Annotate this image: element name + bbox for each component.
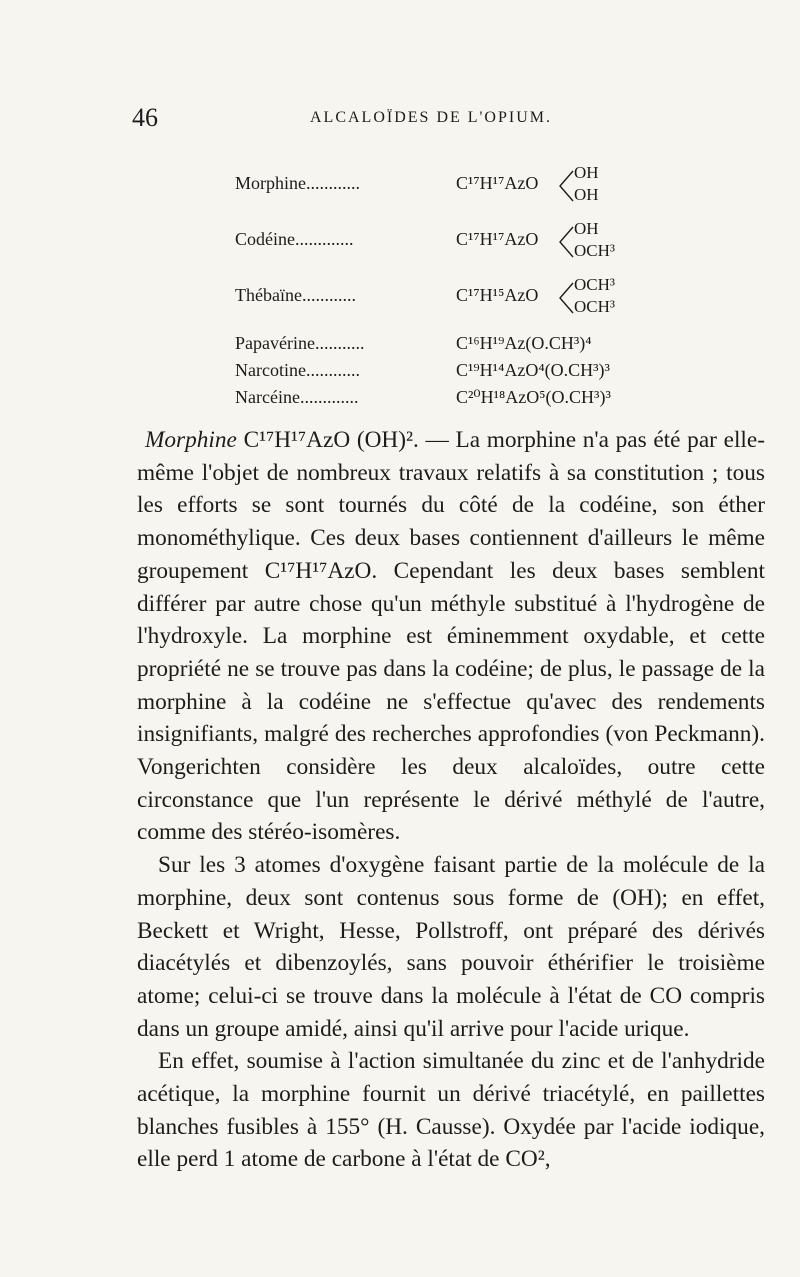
branch-bracket (558, 281, 574, 315)
branch-lower: OCH³ (574, 241, 615, 260)
running-title: ALCALOÏDES DE L'OPIUM. (310, 109, 552, 126)
formula-row-morphine (0, 163, 800, 219)
formula-row-codeine (0, 219, 800, 275)
formula-name: Papavérine........... (235, 333, 365, 353)
formula-value: C¹⁶H¹⁹Az(O.CH³)⁴ (456, 333, 592, 353)
formula-row-papaverine (0, 331, 800, 358)
branch-lower: OH (574, 185, 599, 204)
branch-upper: OH (574, 163, 599, 182)
formula-name: Thébaïne............ (235, 285, 356, 305)
paragraph-oxygen-atoms: Sur les 3 atomes d'oxygène faisant partie de la molécule de la morphine, deux sont contenus sous forme de (OH); en effet, Beckett et Wright, Hesse, Pollstroff, ont préparé des dérivés diacétylés et dibenzoylés, sans pouvoir éthérifier le troisième atome; celui-ci se trouve dans la molécule à l'état de CO compris dans un groupe amidé, ainsi qu'il arrive pour l'acide urique. (137, 852, 765, 1042)
formula-value: C¹⁷H¹⁵AzO (456, 285, 539, 305)
formula-row-narceine (0, 385, 800, 412)
formula-name: Narcéine............. (235, 387, 359, 407)
formula-value: C²⁰H¹⁸AzO⁵(O.CH³)³ (456, 387, 611, 407)
formula-name: Morphine............ (235, 173, 360, 193)
branch-bracket (558, 225, 574, 259)
body-text (137, 424, 765, 1176)
branch-upper: OH (574, 219, 599, 238)
branch-bracket (558, 169, 574, 203)
formula-value: C¹⁷H¹⁷AzO (456, 229, 539, 249)
paragraph-lead-formula: C¹⁷H¹⁷AzO (OH)². (236, 427, 419, 453)
paragraph-morphine (137, 424, 765, 849)
paragraph-text: — La morphine n'a pas été par elle-même l'objet de nombreux travaux relatifs à sa constitution ; tous les efforts se sont tournés du côté de la codéine, son éther monométhylique. Ces deux bases contiennent d'ailleurs le même groupement C¹⁷H¹⁷AzO. Cependant les deux bases semblent différer par autre chose qu'un méthyle substitué à l'hydrogène de l'hydroxyle. La morphine est éminemment oxydable, et cette propriété ne se trouve pas dans la codéine; de plus, le passage de la morphine à la codéine ne s'effectue qu'avec des rendements insignifiants, malgré des recherches approfondies (von Peckmann). Vongerichten considère les deux alcaloïdes, outre cette circonstance que l'un représente le dérivé méthylé de l'autre, comme des stéréo-isomères. (137, 427, 765, 846)
formula-name: Narcotine............ (235, 360, 360, 380)
branch-upper: OCH³ (574, 275, 615, 294)
formula-row-narcotine (0, 358, 800, 385)
paragraph-zinc-reaction: En effet, soumise à l'action simultanée du zinc et de l'anhydride acétique, la morphine fournit un dérivé triacétylé, en paillettes blanches fusibles à 155° (H. Causse). Oxydée par l'acide iodique, elle perd 1 atome de carbone à l'état de CO², (137, 1048, 765, 1173)
page-header (0, 103, 800, 133)
page-number: 46 (132, 103, 158, 132)
formula-value: C¹⁹H¹⁴AzO⁴(O.CH³)³ (456, 360, 610, 380)
formula-value: C¹⁷H¹⁷AzO (456, 173, 539, 193)
branch-lower: OCH³ (574, 297, 615, 316)
alkaloid-formula-table (0, 163, 800, 412)
formula-row-thebaine (0, 275, 800, 331)
formula-name: Codéine............. (235, 229, 354, 249)
paragraph-lead-term: Morphine (145, 427, 237, 453)
